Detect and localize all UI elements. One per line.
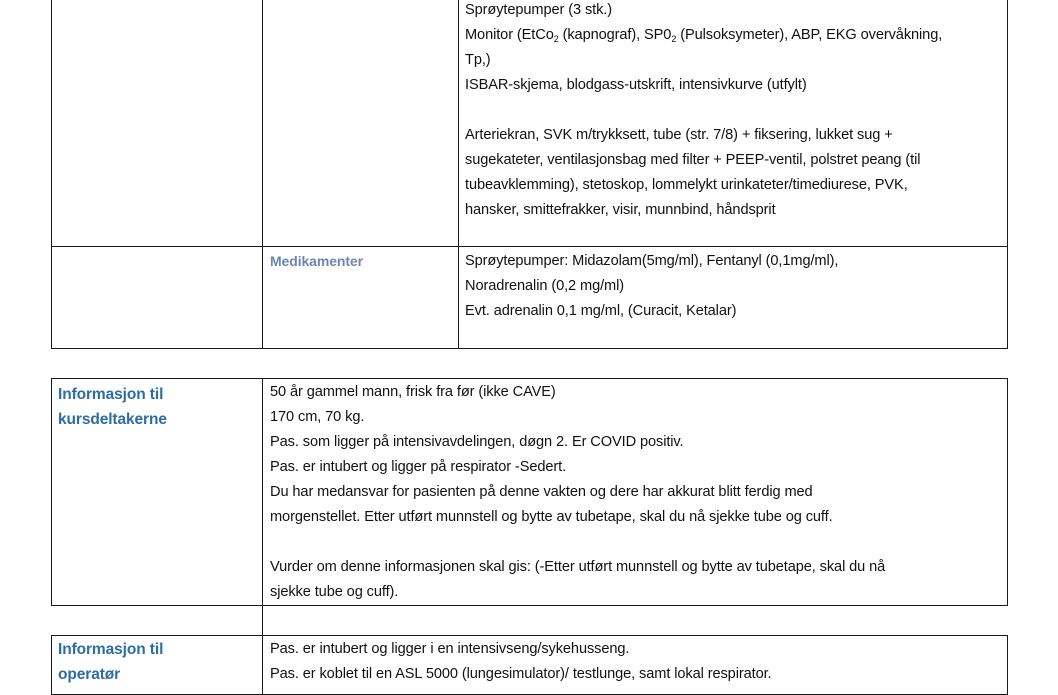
equipment-list <box>465 0 942 223</box>
column-divider <box>262 379 263 605</box>
column-divider-2 <box>458 0 459 348</box>
equipment-line-documents: ISBAR-skjema, blodgass-utskrift, intensivkurve (utfylt) <box>465 77 807 93</box>
info-line: Pas. som ligger på intensivavdelingen, døgn 2. Er COVID positiv. <box>270 434 684 450</box>
participants-info-text <box>270 380 885 605</box>
equipment-line: Arteriekran, SVK m/trykksett, tube (str. 7/8) + fiksering, lukket sug + <box>465 127 893 143</box>
equipment-line: tubeavklemming), stetoskop, lommelykt urinkateter/timediurese, PVK, <box>465 177 908 193</box>
equipment-line: sugekateter, ventilasjonsbag med filter + PEEP-ventil, polstret peang (til <box>465 152 921 168</box>
medication-label: Medikamenter <box>270 253 363 269</box>
info-line: Pas. er koblet til en ASL 5000 (lungesimulator)/ testlunge, samt lokal respirator. <box>270 666 772 682</box>
medication-line: Noradrenalin (0,2 mg/ml) <box>465 278 625 294</box>
equipment-line: hansker, smittefrakker, visir, munnbind, håndsprit <box>465 202 776 218</box>
info-line: sjekke tube og cuff). <box>270 584 399 600</box>
equipment-line-monitor: Monitor (EtCo$_2$ (kapnograf), $SP0_2$ (Pulsoksymeter), ABP, EKG overvåkning, <box>465 27 943 44</box>
equipment-line-tp: Tp,) <box>465 52 491 68</box>
info-line: morgenstellet. Etter utført munnstell og bytte av tubetape, skal du nå sjekke tube og cuff. <box>270 509 833 525</box>
column-divider-1 <box>262 0 263 348</box>
info-line: 50 år gammel mann, frisk fra før (ikke CAVE) <box>270 384 556 400</box>
info-line: Vurder om denne informasjonen skal gis: (-Etter utført munnstell og bytte av tubetape, skal du nå <box>270 559 886 575</box>
info-line: Pas. er intubert og ligger på respirator -Sedert. <box>270 459 567 475</box>
medication-line: Evt. adrenalin 0,1 mg/ml, (Curacit, Ketalar) <box>465 303 737 319</box>
participants-info-heading: Informasjon til kursdeltakerne <box>58 386 167 428</box>
spacer-column-divider <box>262 606 263 636</box>
info-line: Pas. er intubert og ligger i en intensivseng/sykehusseng. <box>270 641 630 657</box>
row-divider <box>52 246 1007 247</box>
operator-info-heading: Informasjon til operatør <box>58 641 164 683</box>
equipment-line-syringe-pumps: Sprøytepumper (3 stk.) <box>465 2 613 18</box>
column-divider <box>262 636 263 694</box>
info-line: 170 cm, 70 kg. <box>270 409 365 425</box>
medication-list <box>465 249 838 324</box>
medication-line: Sprøytepumper: Midazolam(5mg/ml), Fentanyl (0,1mg/ml), <box>465 253 839 269</box>
operator-info-text <box>270 637 772 687</box>
info-line: Du har medansvar for pasienten på denne vakten og dere har akkurat blitt ferdig med <box>270 484 813 500</box>
